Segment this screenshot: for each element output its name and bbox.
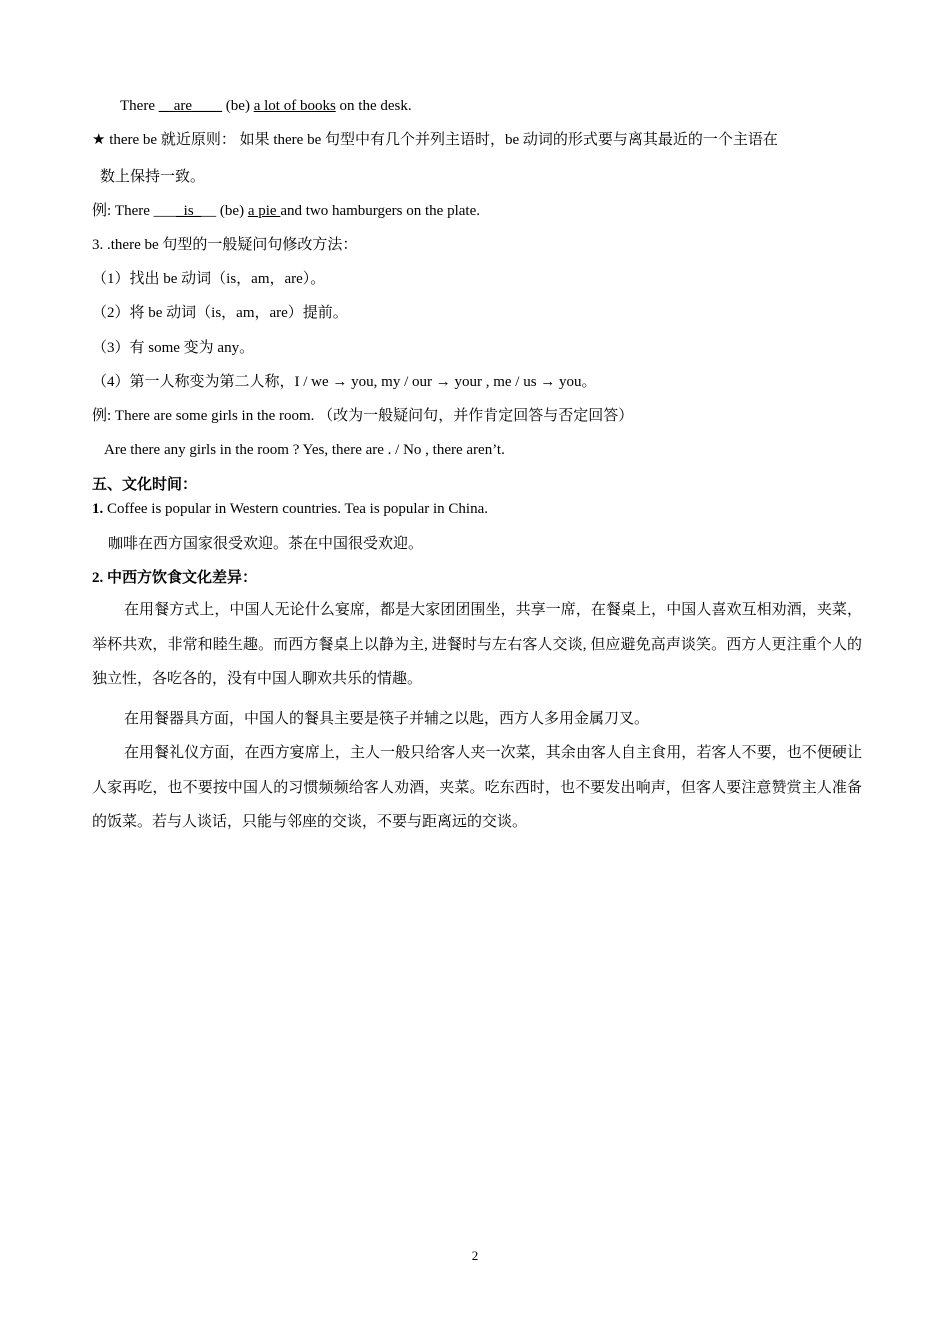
star-icon: ★ — [92, 132, 106, 148]
step-3: （3）有 some 变为 any。 — [92, 340, 255, 356]
section-3-title: 3. .there be 句型的一般疑问句修改方法： — [92, 237, 358, 253]
step-4: （4）第一人称变为第二人称，I / we → you, my / our → your , me / us → you。 — [92, 374, 597, 390]
section-3-example: 例: There are some girls in the room. （改为一般疑问句，并作肯定回答与否定回答） — [92, 408, 634, 424]
culture-item-1: 1. Coffee is popular in Western countries. Tea is popular in China. — [92, 501, 488, 517]
step-2: （2）将 be 动词（is，am，are）提前。 — [92, 305, 348, 321]
culture-item-1-translation: 咖啡在西方国家很受欢迎。茶在中国很受欢迎。 — [108, 536, 424, 552]
underlined-subject: a pie — [247, 203, 281, 219]
answer-blank: __are____ — [158, 98, 223, 114]
culture-paragraph-3: 在用餐礼仪方面，在西方宴席上，主人一般只给客人夹一次菜，其余由客人自主食用，若客人不要，也不便硬让人家再吃，也不要按中国人的习惯频频给客人劝酒，夹菜。吃东西时，也不要发出响声，但客人要注意赞赏主人准备的饭菜。若与人谈话，只能与邻座的交谈，不要与距离远的交谈。 — [92, 745, 862, 830]
underlined-subject: a lot of books — [253, 98, 336, 114]
example-sentence-2: 例: There ____is___ (be) a pie and two hamburgers on the plate. — [92, 203, 480, 219]
rule-line-1: ★ there be 就近原则： 如果 there be 句型中有几个并列主语时，be 动词的形式要与离其最近的一个主语在 — [92, 132, 778, 148]
culture-paragraph-1: 在用餐方式上，中国人无论什么宴席，都是大家团团围坐，共享一席，在餐桌上，中国人喜欢互相劝酒，夹菜，举杯共欢，非常和睦生趣。而西方餐桌上以静为主, 进餐时与左右客人交谈, 但应避免高声谈笑。西方人更注重个人的独立性，各吃各的，没有中国人聊欢共乐的情趣。 — [92, 602, 862, 687]
section-3-answer: Are there any girls in the room ? Yes, there are . / No , there aren’t. — [104, 442, 505, 458]
example-sentence-1: There __are____ (be) a lot of books on the desk. — [120, 98, 412, 114]
culture-item-2-heading: 2. 中西方饮食文化差异： — [92, 570, 258, 586]
culture-paragraph-2: 在用餐器具方面，中国人的餐具主要是筷子并辅之以匙，西方人多用金属刀叉。 — [124, 711, 650, 727]
page-number: 2 — [471, 1248, 479, 1263]
answer-blank: _is_ — [176, 203, 202, 219]
step-1: （1）找出 be 动词（is，am，are）。 — [92, 271, 326, 287]
section-5-heading: 五、文化时间： — [92, 477, 198, 493]
rule-line-2: 数上保持一致。 — [100, 169, 206, 185]
